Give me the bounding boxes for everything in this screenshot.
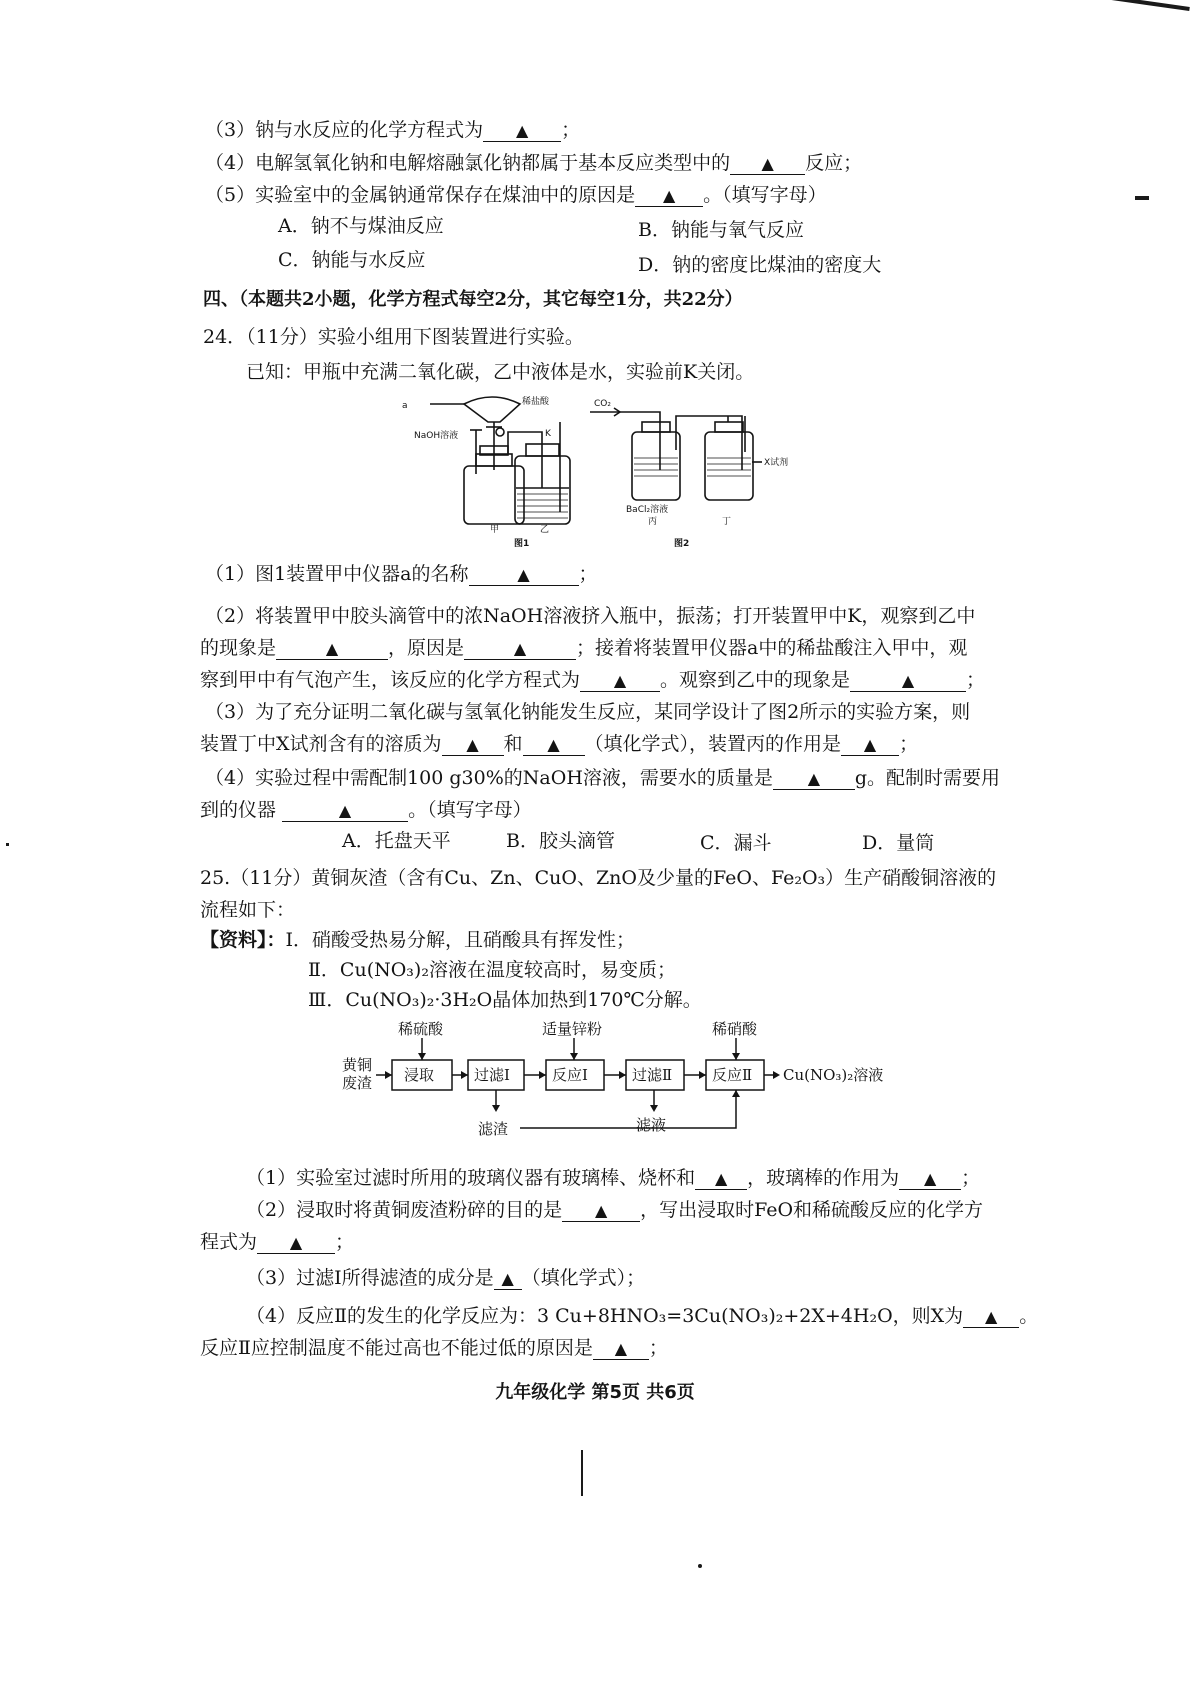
text-filter1: 过滤Ⅰ (474, 1066, 510, 1084)
q24-option-a: A．托盘天平 (342, 830, 451, 852)
q24-part2-line2: 的现象是 ▲ ，原因是 ▲ ；接着将装置甲仪器a中的稀盐酸注入甲中，观 (200, 637, 968, 659)
answer-blank[interactable]: ▲ (523, 734, 585, 756)
q23-part4: （4）电解氢氧化钠和电解熔融氯化钠都属于基本反应类型中的 ▲ 反应； (205, 152, 863, 174)
q24-part3-line2: 装置丁中X试剂含有的溶质为 ▲ 和 ▲ （填化学式），装置丙的作用是 ▲ ； (200, 733, 919, 755)
apparatus-figure (400, 392, 820, 550)
answer-blank[interactable]: ▲ (464, 638, 576, 660)
q24-part1: （1）图1装置甲中仪器a的名称 ▲ ； (205, 563, 598, 585)
answer-blank[interactable]: ▲ (257, 1232, 335, 1254)
label-x-reagent: X试剂 (764, 458, 789, 468)
figure1-caption: 图1 (514, 539, 530, 549)
label-zinc-powder: 适量锌粉 (542, 1020, 603, 1038)
section-heading: 四、（本题共2小题，化学方程式每空2分，其它每空1分，共22分） (203, 289, 743, 310)
answer-blank[interactable]: ▲ (580, 670, 660, 692)
q25-part2-line2: 程式为 ▲ ； (200, 1231, 355, 1253)
text-react1: 反应Ⅰ (552, 1066, 588, 1084)
q25-stem-line1: 25.（11分）黄铜灰渣（含有Cu、Zn、CuO、ZnO及少量的FeO、Fe₂O₃）生产硝酸铜溶液的 (200, 867, 997, 889)
bottle-bing (632, 432, 680, 500)
text-leach: 浸取 (404, 1066, 435, 1084)
scan-edge-mark (1090, 0, 1190, 11)
label-k: K (545, 429, 551, 439)
q25-stem-line2: 流程如下： (200, 899, 296, 921)
q25-info-1: 【资料】：Ⅰ．硝酸受热易分解，且硝酸具有挥发性； (200, 929, 636, 951)
label-jia: 甲 (490, 525, 500, 535)
answer-blank[interactable]: ▲ (469, 564, 579, 586)
answer-blank[interactable]: ▲ (695, 1168, 747, 1190)
answer-blank[interactable]: ▲ (963, 1306, 1019, 1328)
q25-part4-line1: （4）反应Ⅱ的发生的化学反应为：3 Cu+8HNO₃=3Cu(NO₃)₂+2X+4H₂O，则X为 ▲ 。 (246, 1305, 1039, 1327)
scan-speck (1135, 196, 1149, 200)
q24-option-b: B．胶头滴管 (506, 830, 615, 852)
answer-blank[interactable]: ▲ (562, 1200, 640, 1222)
label-sulfuric-acid: 稀硫酸 (398, 1020, 444, 1038)
scan-dot (6, 843, 9, 846)
figure2-caption: 图2 (674, 539, 690, 549)
answer-blank[interactable]: ▲ (773, 768, 855, 790)
label-nitric-acid: 稀硝酸 (712, 1020, 758, 1038)
text-filtrate: 滤液 (636, 1116, 667, 1134)
answer-blank[interactable]: ▲ (850, 670, 966, 692)
answer-blank[interactable]: ▲ (841, 734, 899, 756)
text-react2: 反应Ⅱ (712, 1066, 753, 1084)
q23-part3: （3）钠与水反应的化学方程式为 ▲ ； (205, 119, 581, 141)
label-bacl2: BaCl₂溶液 (626, 505, 669, 515)
q25-info-3: Ⅲ．Cu(NO₃)₂·3H₂O晶体加热到170℃分解。 (308, 989, 702, 1011)
q25-part2-line1: （2）浸取时将黄铜废渣粉碎的目的是 ▲ ，写出浸取时FeO和稀硫酸反应的化学方 (246, 1199, 984, 1221)
q24-part2-line1: （2）将装置甲中胶头滴管中的浓NaOH溶液挤入瓶中，振荡；打开装置甲中K，观察到乙中 (205, 605, 976, 627)
q23-option-b: B．钠能与氧气反应 (638, 219, 804, 241)
scan-line-mark (581, 1450, 583, 1496)
text-residue: 滤渣 (478, 1120, 509, 1138)
label-raw-1: 黄铜 (342, 1056, 373, 1074)
co2-inlet-tube (618, 412, 660, 470)
q24-part2-line3: 察到甲中有气泡产生，该反应的化学方程式为 ▲ 。观察到乙中的现象是 ▲ ； (200, 669, 986, 691)
q23-option-d: D．钠的密度比煤油的密度大 (638, 254, 882, 276)
q23-part5: （5）实验室中的金属钠通常保存在煤油中的原因是 ▲ 。（填写字母） (205, 184, 827, 206)
separatory-funnel (464, 397, 520, 422)
scan-dot (698, 1564, 702, 1568)
q24-stem: 24．（11分）实验小组用下图装置进行实验。 (203, 326, 584, 348)
label-naoh: NaOH溶液 (414, 431, 459, 441)
q25-part1: （1）实验室过滤时所用的玻璃仪器有玻璃棒、烧杯和 ▲ ，玻璃棒的作用为 ▲ ； (246, 1167, 981, 1189)
label-ding: 丁 (722, 517, 732, 527)
answer-blank[interactable]: ▲ (899, 1168, 961, 1190)
q25-part3: （3）过滤Ⅰ所得滤渣的成分是 ▲ （填化学式）； (246, 1267, 646, 1289)
residue-recycle-line (520, 1090, 736, 1128)
q23-option-c: C．钠能与水反应 (278, 249, 426, 271)
answer-blank[interactable]: ▲ (635, 185, 703, 207)
label-yi: 乙 (540, 525, 550, 535)
connecting-tube (508, 432, 542, 488)
answer-blank[interactable]: ▲ (483, 120, 561, 142)
q24-known: 已知：甲瓶中充满二氧化碳，乙中液体是水，实验前K关闭。 (246, 361, 755, 383)
answer-blank[interactable]: ▲ (282, 800, 408, 822)
process-flowchart (340, 1018, 900, 1148)
answer-blank[interactable]: ▲ (442, 734, 504, 756)
text-filter2: 过滤Ⅱ (632, 1066, 673, 1084)
label-bing: 丙 (648, 517, 658, 527)
page-footer: 九年级化学 第5页 共6页 (495, 1382, 695, 1403)
q25-part4-line2: 反应Ⅱ应控制温度不能过高也不能过低的原因是 ▲ ； (200, 1337, 668, 1359)
text-product: Cu(NO₃)₂溶液 (783, 1066, 884, 1084)
label-raw-2: 废渣 (342, 1074, 373, 1092)
label-a: a (402, 401, 408, 411)
answer-blank[interactable]: ▲ (276, 638, 388, 660)
label-co2: CO₂ (594, 399, 611, 409)
q24-part4-line1: （4）实验过程中需配制100 g30%的NaOH溶液，需要水的质量是 ▲ g。配制时需要用 (205, 767, 1001, 789)
q24-part3-line1: （3）为了充分证明二氧化碳与氢氧化钠能发生反应，某同学设计了图2所示的实验方案，则 (205, 701, 971, 723)
label-acid: 稀盐酸 (522, 397, 550, 407)
answer-blank[interactable]: ▲ (593, 1338, 649, 1360)
q25-info-2: Ⅱ．Cu(NO₃)₂溶液在温度较高时，易变质； (308, 959, 676, 981)
q23-option-a: A．钠不与煤油反应 (278, 215, 444, 237)
q24-option-d: D．量筒 (862, 832, 935, 854)
q24-option-c: C．漏斗 (700, 832, 772, 854)
q24-part4-line2: 到的仪器 ▲ 。（填写字母） (200, 799, 532, 821)
answer-blank[interactable]: ▲ (730, 153, 805, 175)
answer-blank[interactable]: ▲ (494, 1268, 522, 1290)
